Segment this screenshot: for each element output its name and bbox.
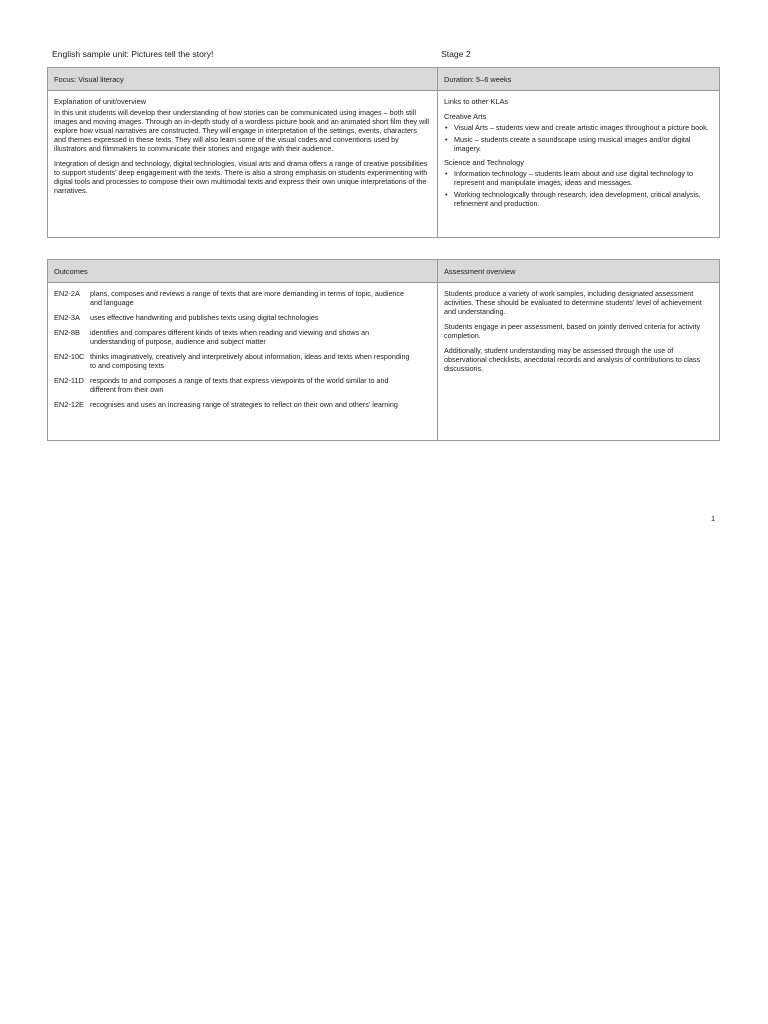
assessment-paragraph: Students produce a variety of work samples, including designated assessment activities. These should be evaluated to determine students' level of achievement and understanding. (444, 289, 702, 316)
outcome-text: recognises and uses an increasing range of strategies to reflect on their own and others' learning (90, 400, 398, 409)
links-heading: Links to other KLAs (444, 97, 509, 106)
outcomes-header: Outcomes (48, 260, 438, 283)
outcome-code: EN2-12E (54, 400, 84, 409)
list-item: • Information technology – students learn about and use digital technology to represent and manipulate images, ideas and messages. (454, 169, 713, 187)
outcomes-table (47, 259, 720, 441)
outcome-row (54, 400, 431, 409)
explanation-heading: Explanation of unit/overview (54, 97, 147, 106)
outcome-row (54, 313, 431, 322)
outcome-row (54, 289, 431, 307)
unit-overview-table (47, 67, 720, 238)
outcome-code: EN2-11D (54, 376, 84, 385)
list-item: • Visual Arts – students view and create artistic images throughout a picture book. (454, 123, 713, 132)
document-title: English sample unit: Pictures tell the story! (52, 49, 214, 59)
outcome-row (54, 352, 431, 370)
focus-header: Focus: Visual literacy (48, 68, 438, 91)
outcome-text: uses effective handwriting and publishes texts using digital technologies (90, 313, 319, 322)
assessment-paragraph: Additionally, student understanding may be assessed through the use of observational checklists, anecdotal records and analysis of contributions to class discussions. (444, 346, 701, 373)
outcome-row (54, 328, 431, 346)
assessment-cell (438, 283, 720, 441)
list-item: • Working technologically through research, idea development, critical analysis, refinement and production. (454, 190, 713, 208)
science-technology-heading: Science and Technology (444, 158, 524, 167)
explanation-cell (48, 91, 438, 238)
outcome-code: EN2-10C (54, 352, 85, 361)
science-technology-list (444, 169, 713, 208)
outcome-text: identifies and compares different kinds of texts when reading and viewing and shows an understanding of purpose, audience and subject matter (90, 328, 370, 346)
links-cell (438, 91, 720, 238)
page-number: 1 (711, 514, 716, 523)
outcome-text: responds to and composes a range of texts that express viewpoints of the world similar to and different from their own (90, 376, 389, 394)
stage-label: Stage 2 (441, 49, 471, 59)
outcome-text: plans, composes and reviews a range of texts that are more demanding in terms of topic, audience and language (90, 289, 405, 307)
outcome-row (54, 376, 431, 394)
outcome-code: EN2-2A (54, 289, 80, 298)
list-item: • Music – students create a soundscape using musical images and/or digital imagery. (454, 135, 713, 153)
duration-header: Duration: 5–6 weeks (438, 68, 720, 91)
outcome-code: EN2-8B (54, 328, 80, 337)
explanation-paragraph: Integration of design and technology, digital technologies, visual arts and drama offers a range of creative possibilities to support students' deep engagement with the texts. There is also a strong emphasis on students experimenting with digital tools and processes to compose their own multimodal texts and express their own unique interpretations of the narratives. (54, 159, 428, 195)
creative-arts-heading: Creative Arts (444, 112, 487, 121)
assessment-paragraph: Students engage in peer assessment, based on jointly derived criteria for activity completion. (444, 322, 701, 340)
outcomes-cell (48, 283, 438, 441)
assessment-header: Assessment overview (438, 260, 720, 283)
outcome-code: EN2-3A (54, 313, 80, 322)
outcome-text: thinks imaginatively, creatively and interpretively about information, ideas and texts when responding to and composing texts (90, 352, 410, 370)
creative-arts-list (444, 123, 713, 153)
explanation-paragraph: In this unit students will develop their understanding of how stories can be communicated using images – both still images and moving images. Through an in-depth study of a wordless picture book and an animated short film they will explore how visual narratives are constructed. They will engage in interpretation of the settings, events, characters and themes expressed in these texts. They will also learn some of the visual codes and conventions used by illustrators and filmmakers to communicate their stories and engage with their audience. (54, 108, 430, 153)
